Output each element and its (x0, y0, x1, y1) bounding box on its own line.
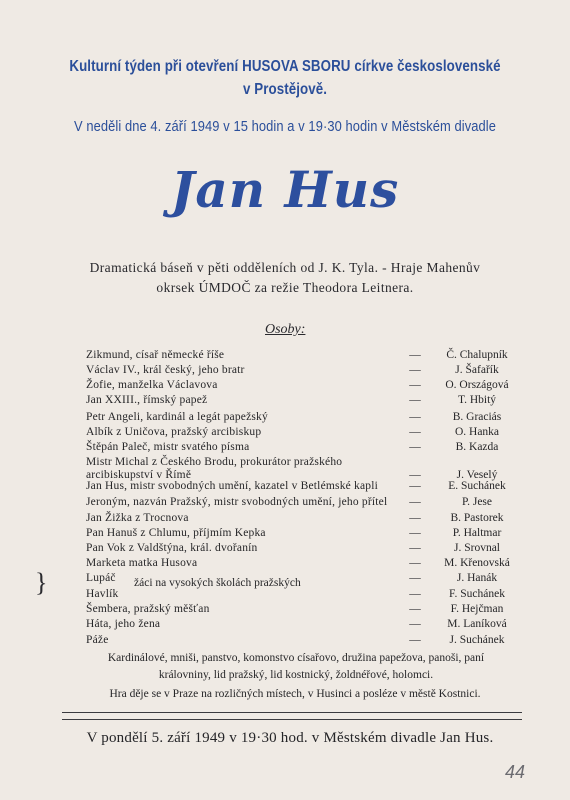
cast-dash: — (409, 480, 421, 492)
cast-role: Šembera, pražský měšťan (86, 603, 210, 615)
cast-dash: — (409, 542, 421, 554)
cast-role: Jan XXIII., římský papež (86, 394, 208, 406)
subtitle-line-2: okrsek ÚMDOČ za režie Theodora Leitnera. (156, 280, 414, 295)
cast-role: Jan Hus, mistr svobodných umění, kazatel v Betlémské kapli (86, 480, 379, 492)
group-note: žáci na vysokých školách pražských (134, 577, 301, 589)
cast-dash: — (409, 588, 421, 600)
cast-dash: — (409, 512, 421, 524)
cast-dash: — (409, 527, 421, 539)
cast-actor: M. Křenovská (444, 557, 510, 569)
cast-role: Albík z Uničova, pražský arcibiskup (86, 426, 262, 438)
header-line-1: Kulturní týden při otevření HUSOVA SBORU církve československé (69, 58, 501, 75)
cast-actor: Č. Chalupník (446, 349, 508, 361)
cast-actor: B. Graciás (452, 411, 502, 423)
cast-role: Lupáč (86, 572, 116, 584)
cast-dash: — (409, 426, 421, 438)
cast-role: Pan Hanuš z Chlumu, příjmím Kepka (86, 527, 266, 539)
cast-actor: F. Suchánek (449, 588, 505, 600)
cast-role: Štěpán Paleč, mistr svatého písma (86, 441, 250, 453)
extras-line-2: královniny, lid pražský, lid kostnický, žoldnéřové, holomci. (158, 669, 434, 681)
cast-actor: J. Hanák (456, 572, 498, 584)
cast-actor: T. Hbitý (457, 394, 497, 406)
cast-dash: — (409, 411, 421, 423)
header-line-2: v Prostějově. (242, 81, 328, 98)
cast-dash: — (409, 557, 421, 569)
footer-announcement: V pondělí 5. září 1949 v 19·30 hod. v Městském divadle Jan Hus. (86, 730, 494, 746)
cast-actor: M. Laníková (447, 618, 507, 630)
cast-role: Petr Angeli, kardinál a legát papežský (86, 411, 268, 423)
cast-dash: — (409, 441, 421, 453)
cast-actor: J. Veselý (456, 469, 498, 481)
cast-actor: J. Suchánek (449, 634, 505, 646)
cast-dash: — (409, 496, 421, 508)
cast-dash: — (409, 618, 421, 630)
cast-heading: Osoby: (265, 322, 306, 337)
cast-dash: — (409, 634, 421, 646)
cast-role: Václav IV., král český, jeho bratr (86, 364, 245, 376)
cast-actor: E. Suchánek (448, 480, 506, 492)
cast-dash: — (409, 572, 421, 584)
divider-rule (62, 719, 522, 720)
cast-actor: J. Srovnal (454, 542, 500, 554)
cast-role: Havlík (86, 588, 119, 600)
divider-rule (62, 712, 522, 713)
cast-role: Marketa matka Husova (86, 557, 198, 569)
cast-dash: — (409, 349, 421, 361)
cast-role: Zikmund, císař německé říše (86, 349, 225, 361)
cast-role: Jan Žižka z Trocnova (86, 512, 189, 524)
extras-line-1: Kardinálové, mniši, panstvo, komonstvo císařovo, družina papežova, panoši, paní (107, 652, 485, 664)
cast-actor: B. Kazda (455, 441, 499, 453)
cast-actor: F. Hejčman (450, 603, 504, 615)
cast-role: Páže (86, 634, 109, 646)
cast-dash: — (409, 379, 421, 391)
header-line-3: V neděli dne 4. září 1949 v 15 hodin a v 19·30 hodin v Městském divadle (73, 118, 497, 135)
cast-actor: O. Országová (445, 379, 509, 391)
cast-actor: P. Jese (461, 496, 493, 508)
cast-role: Žofie, manželka Václavova (86, 379, 218, 391)
cast-role: Mistr Michal z Českého Brodu, prokurátor pražského arcibiskupství v Římě (86, 456, 343, 481)
cast-actor: B. Pastorek (450, 512, 504, 524)
cast-actor: O. Hanka (454, 426, 500, 438)
cast-role: Pan Vok z Valdštýna, král. dvořanín (86, 542, 258, 554)
handwritten-note: 44 (505, 762, 526, 782)
subtitle-line-1: Dramatická báseň v pěti odděleních od J. K. Tyla. - Hraje Mahenův (89, 260, 481, 275)
cast-dash: — (409, 603, 421, 615)
setting-note: Hra děje se v Praze na rozličných místech, v Husinci a posléze v městě Kostnici. (109, 688, 481, 700)
brace-symbol: } (35, 568, 48, 597)
cast-dash: — (409, 469, 421, 481)
cast-role: Jeroným, nazván Pražský, mistr svobodných umění, jeho přítel (86, 496, 388, 508)
cast-dash: — (409, 394, 421, 406)
cast-role: Háta, jeho žena (86, 618, 161, 630)
cast-actor: P. Haltmar (452, 527, 502, 539)
cast-actor: J. Šafařík (455, 364, 499, 376)
play-title: Jan Hus (170, 160, 400, 219)
cast-dash: — (409, 364, 421, 376)
